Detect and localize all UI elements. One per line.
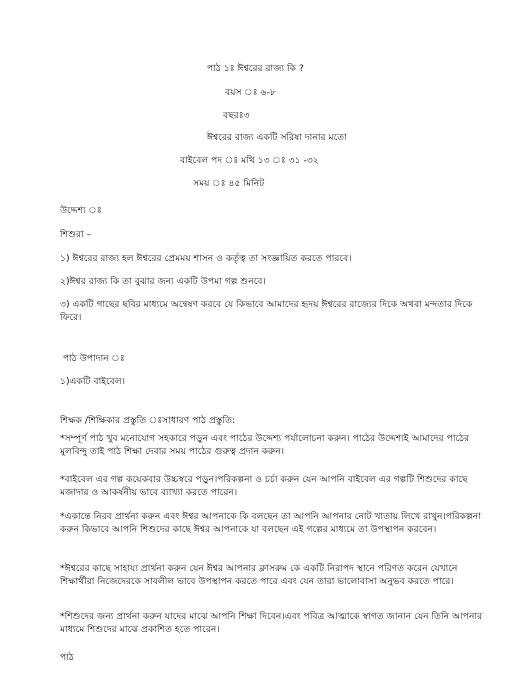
materials-heading: পাঠ উপাদান ঃ (63, 353, 125, 364)
preparation-item-2: *বাইবেল এর গল্প কয়েকবার উচ্চস্বরে পড়ুন।পরিকল্পনা ও চর্চা করুন যেন আপনি বাইবেল এর গল্পটি শিশুদের কাছে মজাদার ও আকর্ষনীয় ভাবে ব্যাখ্যা করতে পারেন। (60, 474, 468, 499)
preparation-item-3: *একান্তে নিরব প্রার্থনা করুন এবং ঈশ্বর আপনাকে কি বলছেন তা আপনি আপনার নোট খাতায় লিখে রাখুন।পরিকল্পনা করুন কিভাবে আপনি শিশুদের কাছে ঈশ্বর আপনাকে যা বলছেন এই গল্পের মাধ্যমে তা উপস্থাপন করবেন। (60, 511, 481, 536)
preparation-heading: শিক্ষক /শিক্ষিকার প্রস্তুতি ঃসাধারণ পাঠ প্রস্তুতি: (60, 415, 236, 426)
objective-item-2: ২)ঈশ্বর রাজ্য কি তা বুঝার জন্য একটি উপমা গল্প শুনবে। (60, 276, 266, 287)
objective-item-1: ১) ঈশ্বরের রাজ্য হল ঈশ্বরের প্রেমময় শাসন ও কর্তৃত্ব তা সংজ্ঞায়িত করতে পারবে। (60, 253, 352, 264)
lesson-section-heading: পাঠ (60, 652, 74, 663)
year-line: বছরঃ৩ (223, 110, 250, 121)
material-item-1: ১)একটি বাইবেল। (60, 376, 126, 387)
objective-item-3: ৩) একটি গাছের ছবির মাধ্যমে অন্বেষণ করবে যে কিভাবে আমাদের হৃদয় ঈশ্বরের রাজ্যের দিকে অথবা মন্দতার দিকে ফিরে। (60, 299, 473, 324)
objectives-heading: উদ্দেশ্য ঃ (60, 205, 102, 216)
preparation-item-4: *ঈশ্বরের কাছে সাহায্য প্রার্থনা করুন যেন ঈশ্বর আপনার ক্লাসরুম কে একটি নিরাপদ স্থানে পরিণত করেন যেখানে শিক্ষার্থীরা নিজেদেরকে সাবলীল ভাবে উপস্থাপন করতে পারে এবং যেন তারা ভালোবাসা অনুভব করতে পারে। (60, 563, 458, 588)
duration-line: সময় ঃ ৪৫ মিনিট (193, 178, 265, 189)
bible-verse-line: বাইবেল পদ ঃ মথি ১৩ ঃ ৩১ -৩২ (180, 155, 319, 166)
preparation-item-5: *শিশুদের জন্য প্রার্থনা করুন যাদের মাঝে আপনি শিক্ষা দিবেন।এবং পবিত্র আত্মাকে স্বাগত জানান যেন তিনি আপনার মাধ্যমে শিশুদের মাঝে প্রকাশিত হতে পারেন। (60, 611, 483, 636)
objectives-intro: শিশুরা – (60, 229, 92, 240)
preparation-item-1: *সম্পূর্ণ পাঠ খুব মনোযোগ সহকারে পড়ুন এবং পাঠের উদ্দেশ্য পর্যালোচনা করুন। পাঠের উদ্দেশ্যই আমাদের পাঠের মুলবিন্দু তাই পাঠ শিক্ষা দেবার সময় পাঠের গুরুত্ব প্রদান করুন। (60, 433, 470, 458)
age-line: বয়স ঃ ৬-৮ (225, 87, 276, 98)
lesson-title: পাঠ ১ঃ ঈশ্বরের রাজ্য কি ? (207, 63, 304, 74)
lesson-subtitle: ঈশ্বরের রাজ্য একটি সরিষা দানার মতো (207, 132, 347, 143)
